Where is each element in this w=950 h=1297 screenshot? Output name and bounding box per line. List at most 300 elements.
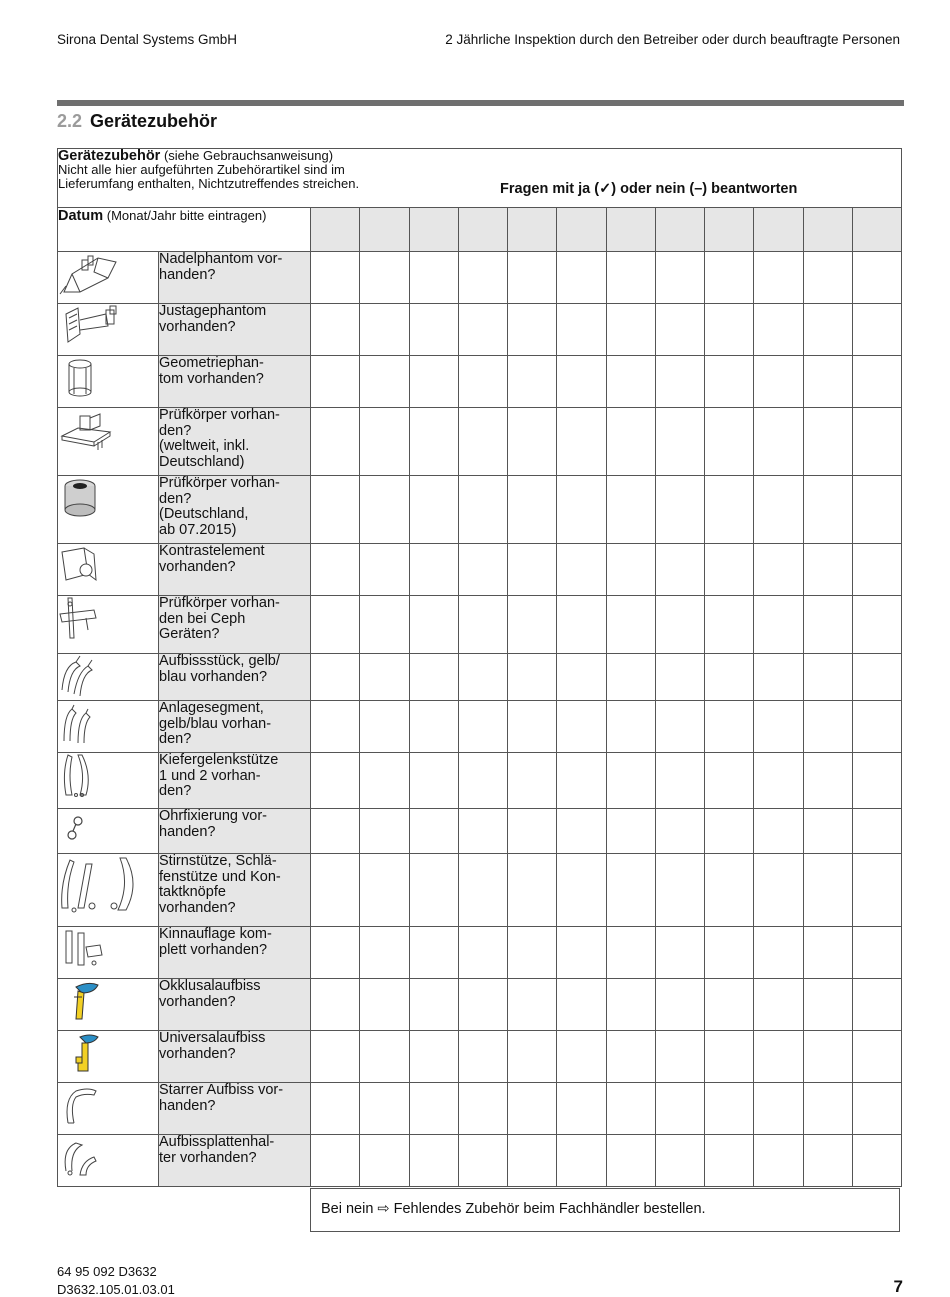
answer-cell[interactable] (655, 809, 704, 854)
answer-cell[interactable] (852, 753, 901, 809)
accessory-row (58, 356, 902, 408)
answer-cell[interactable] (705, 544, 754, 596)
answer-cell[interactable] (606, 476, 655, 544)
answer-cell[interactable] (458, 544, 507, 596)
answer-cell[interactable] (852, 1031, 901, 1083)
answer-cell[interactable] (360, 1031, 409, 1083)
answer-cell[interactable] (508, 252, 557, 304)
answer-cell[interactable] (360, 408, 409, 476)
answer-cell[interactable] (360, 654, 409, 701)
datum-label: Datum (58, 208, 104, 224)
answer-cell[interactable] (852, 596, 901, 654)
answer-cell[interactable] (655, 408, 704, 476)
answer-cell[interactable] (458, 304, 507, 356)
accessory-question: Universalaufbiss vorhanden? (159, 1030, 266, 1062)
accessory-row (58, 596, 902, 654)
answer-cell[interactable] (803, 1135, 852, 1187)
answer-cell[interactable] (311, 753, 360, 809)
answer-cell[interactable] (409, 1083, 458, 1135)
answer-cell[interactable] (409, 927, 458, 979)
answer-cell[interactable] (754, 753, 803, 809)
answer-cell[interactable] (803, 809, 852, 854)
answer-cell[interactable] (311, 701, 360, 753)
answer-cell[interactable] (409, 809, 458, 854)
accessory-question-cell (159, 252, 311, 304)
answer-cell[interactable] (754, 1083, 803, 1135)
test-body-icon (58, 408, 158, 452)
answer-cell[interactable] (458, 809, 507, 854)
answer-cell[interactable] (754, 356, 803, 408)
answer-cell[interactable] (458, 701, 507, 753)
contact-segment-icon (58, 701, 158, 745)
answer-cell[interactable] (360, 304, 409, 356)
answer-cell[interactable] (754, 408, 803, 476)
answer-cell[interactable] (754, 854, 803, 927)
answer-cell[interactable] (803, 1031, 852, 1083)
accessory-image-cell (58, 979, 159, 1031)
answer-cell[interactable] (360, 701, 409, 753)
answer-cell[interactable] (409, 408, 458, 476)
answer-cell[interactable] (655, 356, 704, 408)
answer-cell[interactable] (803, 252, 852, 304)
answer-cell[interactable] (606, 809, 655, 854)
accessory-image-cell (58, 544, 159, 596)
answer-cell[interactable] (705, 408, 754, 476)
answer-hint: Fragen mit ja (✓) oder nein (–) beantworten (500, 181, 798, 197)
accessory-row (58, 476, 902, 544)
answer-cell[interactable] (655, 476, 704, 544)
accessory-question-cell (159, 596, 311, 654)
answer-cell[interactable] (311, 356, 360, 408)
answer-cell[interactable] (852, 1135, 901, 1187)
accessory-question-cell (159, 753, 311, 809)
answer-cell[interactable] (508, 304, 557, 356)
header-company: Sirona Dental Systems GmbH (57, 32, 238, 47)
answer-cell[interactable] (360, 544, 409, 596)
answer-cell[interactable] (311, 979, 360, 1031)
answer-cell[interactable] (803, 654, 852, 701)
answer-cell[interactable] (508, 654, 557, 701)
answer-cell[interactable] (705, 927, 754, 979)
answer-cell[interactable] (508, 927, 557, 979)
page-number: 7 (893, 1277, 903, 1296)
needle-phantom-icon (58, 252, 158, 296)
answer-cell[interactable] (705, 1031, 754, 1083)
answer-cell[interactable] (705, 654, 754, 701)
answer-cell[interactable] (508, 701, 557, 753)
answer-cell[interactable] (754, 809, 803, 854)
answer-cell[interactable] (508, 408, 557, 476)
accessory-image-cell (58, 854, 159, 927)
bite-plate-holder-icon (58, 1135, 158, 1179)
answer-cell[interactable] (409, 252, 458, 304)
date-entry-cell[interactable] (508, 208, 557, 252)
section-number: 2.2 (57, 111, 83, 131)
answer-cell[interactable] (557, 596, 606, 654)
answer-cell[interactable] (360, 356, 409, 408)
answer-cell[interactable] (458, 408, 507, 476)
accessory-image-cell (58, 753, 159, 809)
answer-cell[interactable] (360, 854, 409, 927)
answer-cell[interactable] (458, 654, 507, 701)
answer-cell[interactable] (557, 544, 606, 596)
accessory-question-cell (159, 476, 311, 544)
geometry-phantom-icon (58, 356, 158, 400)
accessory-image-cell (58, 1083, 159, 1135)
accessory-question: Prüfkörper vorhan- den? (weltweit, inkl. Deutschland) (159, 407, 280, 470)
accessory-question: Nadelphantom vor- handen? (159, 251, 283, 283)
answer-cell[interactable] (557, 304, 606, 356)
answer-cell[interactable] (655, 654, 704, 701)
answer-cell[interactable] (458, 854, 507, 927)
accessory-row (58, 408, 902, 476)
answer-cell[interactable] (606, 701, 655, 753)
date-entry-cell[interactable] (803, 208, 852, 252)
answer-cell[interactable] (311, 544, 360, 596)
answer-cell[interactable] (360, 1083, 409, 1135)
accessory-row (58, 927, 902, 979)
accessory-row (58, 252, 902, 304)
answer-cell[interactable] (360, 252, 409, 304)
answer-cell[interactable] (852, 544, 901, 596)
answer-cell[interactable] (606, 1135, 655, 1187)
answer-cell[interactable] (705, 979, 754, 1031)
accessory-question-cell (159, 809, 311, 854)
date-entry-cell[interactable] (557, 208, 606, 252)
answer-cell[interactable] (458, 927, 507, 979)
answer-cell[interactable] (655, 701, 704, 753)
answer-cell[interactable] (458, 252, 507, 304)
answer-cell[interactable] (803, 408, 852, 476)
answer-cell[interactable] (803, 979, 852, 1031)
answer-cell[interactable] (360, 753, 409, 809)
answer-cell[interactable] (360, 927, 409, 979)
answer-cell[interactable] (754, 304, 803, 356)
accessory-row (58, 1083, 902, 1135)
answer-cell[interactable] (311, 252, 360, 304)
answer-cell[interactable] (606, 544, 655, 596)
accessory-image-cell (58, 356, 159, 408)
answer-cell[interactable] (754, 544, 803, 596)
adjustment-phantom-icon (58, 304, 158, 348)
answer-cell[interactable] (655, 979, 704, 1031)
date-entry-cell[interactable] (409, 208, 458, 252)
date-entry-cell[interactable] (458, 208, 507, 252)
accessory-question: Geometriephan- tom vorhanden? (159, 355, 264, 387)
accessory-image-cell (58, 809, 159, 854)
answer-cell[interactable] (458, 356, 507, 408)
date-entry-cell[interactable] (852, 208, 901, 252)
date-entry-cell[interactable] (360, 208, 409, 252)
answer-cell[interactable] (705, 1083, 754, 1135)
answer-cell[interactable] (852, 304, 901, 356)
answer-cell[interactable] (409, 356, 458, 408)
answer-cell[interactable] (409, 753, 458, 809)
accessory-question: Kinnauflage kom- plett vorhanden? (159, 926, 272, 958)
answer-cell[interactable] (705, 476, 754, 544)
answer-cell[interactable] (852, 356, 901, 408)
answer-cell[interactable] (803, 701, 852, 753)
accessory-image-cell (58, 476, 159, 544)
answer-cell[interactable] (754, 654, 803, 701)
answer-cell[interactable] (606, 408, 655, 476)
answer-cell[interactable] (409, 1031, 458, 1083)
answer-cell[interactable] (557, 809, 606, 854)
answer-cell[interactable] (606, 1083, 655, 1135)
answer-cell[interactable] (311, 1083, 360, 1135)
answer-cell[interactable] (655, 927, 704, 979)
answer-cell[interactable] (754, 596, 803, 654)
answer-cell[interactable] (852, 408, 901, 476)
answer-cell[interactable] (655, 1135, 704, 1187)
answer-cell[interactable] (409, 304, 458, 356)
answer-cell[interactable] (557, 252, 606, 304)
answer-cell[interactable] (606, 927, 655, 979)
answer-cell[interactable] (557, 979, 606, 1031)
intro-ref: (siehe Gebrauchsanweisung) (160, 148, 334, 163)
answer-cell[interactable] (754, 1031, 803, 1083)
answer-cell[interactable] (606, 753, 655, 809)
answer-cell[interactable] (606, 252, 655, 304)
accessory-image-cell (58, 252, 159, 304)
answer-cell[interactable] (803, 854, 852, 927)
answer-cell[interactable] (409, 979, 458, 1031)
answer-cell[interactable] (557, 476, 606, 544)
intro-cell (58, 149, 902, 208)
accessory-question-cell (159, 408, 311, 476)
answer-cell[interactable] (655, 1031, 704, 1083)
header-chapter: 2 Jährliche Inspektion durch den Betreiber oder durch beauftragte Personen (445, 32, 900, 47)
answer-cell[interactable] (852, 252, 901, 304)
answer-cell[interactable] (852, 654, 901, 701)
answer-cell[interactable] (803, 596, 852, 654)
accessory-question-cell (159, 854, 311, 927)
answer-cell[interactable] (754, 979, 803, 1031)
answer-cell[interactable] (803, 356, 852, 408)
footer-doc-code: D3632.105.01.03.01 (57, 1282, 175, 1297)
answer-cell[interactable] (803, 304, 852, 356)
answer-cell[interactable] (557, 356, 606, 408)
answer-cell[interactable] (508, 854, 557, 927)
accessory-image-cell (58, 927, 159, 979)
answer-cell[interactable] (606, 1031, 655, 1083)
answer-cell[interactable] (655, 854, 704, 927)
answer-cell[interactable] (458, 1135, 507, 1187)
answer-cell[interactable] (557, 753, 606, 809)
section-rule (57, 100, 904, 106)
accessory-row (58, 701, 902, 753)
answer-cell[interactable] (852, 1083, 901, 1135)
intro-line-2: Nicht alle hier aufgeführten Zubehörartikel sind im (58, 162, 345, 177)
answer-cell[interactable] (458, 753, 507, 809)
accessory-image-cell (58, 1031, 159, 1083)
answer-cell[interactable] (508, 476, 557, 544)
answer-cell[interactable] (311, 1135, 360, 1187)
accessory-question: Anlagesegment, gelb/blau vorhan- den? (159, 700, 272, 747)
forehead-support-icon (58, 854, 158, 914)
answer-cell[interactable] (508, 1031, 557, 1083)
answer-cell[interactable] (705, 1135, 754, 1187)
answer-cell[interactable] (508, 1083, 557, 1135)
answer-cell[interactable] (852, 979, 901, 1031)
answer-cell[interactable] (557, 1031, 606, 1083)
answer-cell[interactable] (754, 701, 803, 753)
answer-cell[interactable] (360, 1135, 409, 1187)
answer-cell[interactable] (311, 927, 360, 979)
answer-cell[interactable] (508, 979, 557, 1031)
accessory-question: Kiefergelenkstütze 1 und 2 vorhan- den? (159, 752, 279, 799)
answer-cell[interactable] (655, 544, 704, 596)
answer-cell[interactable] (311, 476, 360, 544)
answer-cell[interactable] (705, 809, 754, 854)
accessory-row (58, 1135, 902, 1187)
answer-cell[interactable] (360, 979, 409, 1031)
accessory-row (58, 979, 902, 1031)
ear-fixation-icon (58, 809, 158, 853)
accessory-question: Prüfkörper vorhan- den bei Ceph Geräten? (159, 595, 280, 642)
answer-cell[interactable] (606, 356, 655, 408)
answer-cell[interactable] (360, 809, 409, 854)
accessory-question-cell (159, 1135, 311, 1187)
answer-cell[interactable] (606, 304, 655, 356)
answer-cell[interactable] (705, 356, 754, 408)
answer-cell[interactable] (508, 596, 557, 654)
accessory-question-cell (159, 1083, 311, 1135)
accessory-question: Okklusalaufbiss vorhanden? (159, 978, 261, 1010)
answer-cell[interactable] (458, 1031, 507, 1083)
date-entry-cell[interactable] (606, 208, 655, 252)
answer-cell[interactable] (705, 701, 754, 753)
answer-cell[interactable] (705, 252, 754, 304)
accessory-row (58, 654, 902, 701)
answer-cell[interactable] (508, 1135, 557, 1187)
bite-piece-icon (58, 654, 158, 698)
answer-cell[interactable] (852, 927, 901, 979)
answer-cell[interactable] (409, 654, 458, 701)
answer-cell[interactable] (409, 476, 458, 544)
answer-cell[interactable] (557, 701, 606, 753)
answer-cell[interactable] (852, 701, 901, 753)
accessory-checklist-table (57, 148, 902, 1187)
answer-cell[interactable] (458, 1083, 507, 1135)
accessory-question: Stirnstütze, Schlä- fenstütze und Kon- taktknöpfe vorhanden? (159, 853, 281, 916)
answer-cell[interactable] (508, 809, 557, 854)
answer-cell[interactable] (606, 979, 655, 1031)
tmj-support-icon (58, 753, 158, 797)
answer-cell[interactable] (508, 356, 557, 408)
answer-cell[interactable] (803, 1083, 852, 1135)
answer-cell[interactable] (852, 476, 901, 544)
answer-cell[interactable] (852, 809, 901, 854)
accessory-question-cell (159, 654, 311, 701)
date-entry-cell[interactable] (754, 208, 803, 252)
answer-cell[interactable] (754, 927, 803, 979)
answer-cell[interactable] (803, 753, 852, 809)
answer-cell[interactable] (311, 596, 360, 654)
answer-cell[interactable] (409, 854, 458, 927)
answer-cell[interactable] (409, 1135, 458, 1187)
answer-cell[interactable] (557, 1135, 606, 1187)
answer-cell[interactable] (705, 753, 754, 809)
answer-cell[interactable] (754, 252, 803, 304)
datum-label-cell (58, 208, 311, 252)
answer-cell[interactable] (655, 252, 704, 304)
answer-cell[interactable] (803, 476, 852, 544)
chin-rest-icon (58, 927, 158, 971)
answer-cell[interactable] (311, 304, 360, 356)
answer-cell[interactable] (458, 979, 507, 1031)
answer-cell[interactable] (557, 654, 606, 701)
answer-cell[interactable] (409, 596, 458, 654)
answer-cell[interactable] (360, 476, 409, 544)
accessory-row (58, 753, 902, 809)
answer-cell[interactable] (754, 476, 803, 544)
test-cylinder-icon (58, 476, 158, 520)
answer-cell[interactable] (655, 596, 704, 654)
accessory-question-cell (159, 927, 311, 979)
answer-cell[interactable] (655, 304, 704, 356)
answer-cell[interactable] (705, 854, 754, 927)
answer-cell[interactable] (852, 854, 901, 927)
accessory-question-cell (159, 979, 311, 1031)
rigid-bite-icon (58, 1083, 158, 1127)
accessory-image-cell (58, 654, 159, 701)
answer-cell[interactable] (311, 408, 360, 476)
answer-cell[interactable] (705, 304, 754, 356)
answer-cell[interactable] (311, 654, 360, 701)
answer-cell[interactable] (458, 596, 507, 654)
answer-cell[interactable] (311, 854, 360, 927)
date-entry-cell[interactable] (655, 208, 704, 252)
accessory-question-cell (159, 701, 311, 753)
accessory-question: Kontrastelement vorhanden? (159, 543, 265, 575)
accessory-question: Aufbissstück, gelb/ blau vorhanden? (159, 653, 280, 685)
accessory-question-cell (159, 304, 311, 356)
answer-cell[interactable] (409, 701, 458, 753)
answer-cell[interactable] (606, 854, 655, 927)
answer-cell[interactable] (508, 753, 557, 809)
answer-cell[interactable] (409, 544, 458, 596)
answer-cell[interactable] (655, 753, 704, 809)
accessory-question: Justagephantom vorhanden? (159, 303, 267, 335)
answer-cell[interactable] (803, 927, 852, 979)
answer-cell[interactable] (458, 476, 507, 544)
date-entry-cell[interactable] (311, 208, 360, 252)
date-entry-cell[interactable] (705, 208, 754, 252)
section-title-text: Gerätezubehör (90, 111, 218, 131)
answer-cell[interactable] (705, 596, 754, 654)
accessory-question-cell (159, 356, 311, 408)
answer-cell[interactable] (557, 854, 606, 927)
answer-cell[interactable] (557, 1083, 606, 1135)
answer-cell[interactable] (606, 654, 655, 701)
answer-cell[interactable] (655, 1083, 704, 1135)
answer-cell[interactable] (803, 544, 852, 596)
answer-cell[interactable] (311, 1031, 360, 1083)
accessory-image-cell (58, 1135, 159, 1187)
answer-cell[interactable] (557, 408, 606, 476)
answer-cell[interactable] (311, 809, 360, 854)
answer-cell[interactable] (508, 544, 557, 596)
footer-doc-number: 64 95 092 D3632 (57, 1264, 157, 1279)
accessory-question: Ohrfixierung vor- handen? (159, 808, 267, 840)
answer-cell[interactable] (606, 596, 655, 654)
answer-cell[interactable] (754, 1135, 803, 1187)
accessory-question: Aufbissplattenhal- ter vorhanden? (159, 1134, 275, 1166)
answer-cell[interactable] (360, 596, 409, 654)
accessory-question: Starrer Aufbiss vor- handen? (159, 1082, 284, 1114)
answer-cell[interactable] (557, 927, 606, 979)
